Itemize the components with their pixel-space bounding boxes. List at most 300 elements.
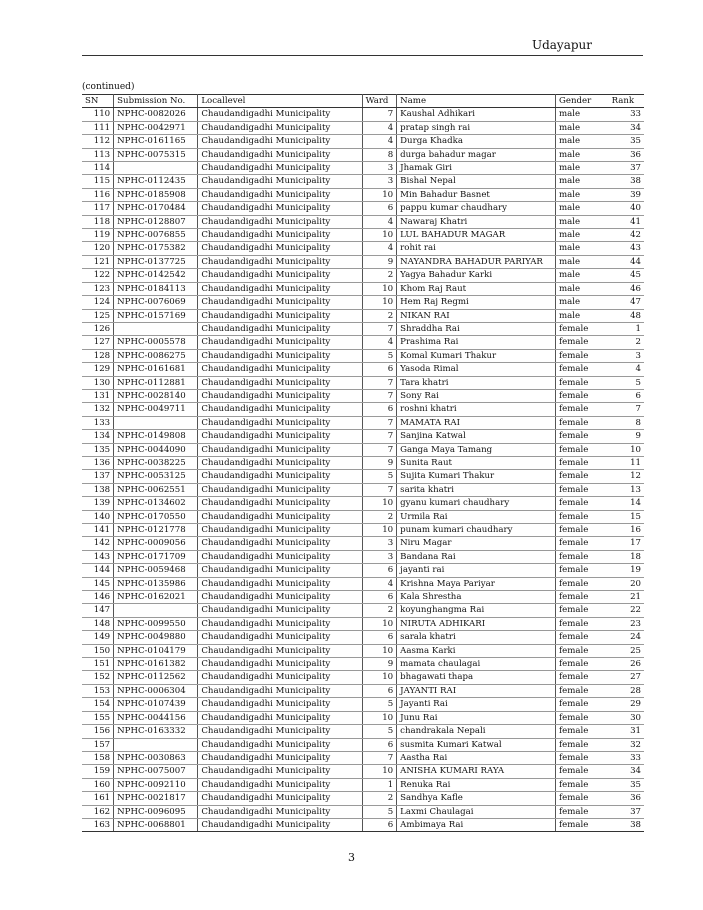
cell-locallevel: Chaudandigadhi Municipality [198,617,362,630]
cell-gender: female [556,336,609,349]
cell-sn: 140 [82,510,114,523]
cell-rank: 23 [609,617,644,630]
cell-rank: 42 [609,229,644,242]
cell-submission-no: NPHC-0161681 [114,363,198,376]
table-row [82,510,644,523]
cell-name: NIRUTA ADHIKARI [397,617,556,630]
cell-submission-no: NPHC-0086275 [114,349,198,362]
cell-submission-no: NPHC-0049711 [114,403,198,416]
cell-gender: female [556,738,609,751]
cell-gender: male [556,269,609,282]
cell-gender: female [556,631,609,644]
cell-ward: 6 [362,738,397,751]
cell-locallevel: Chaudandigadhi Municipality [198,188,362,201]
table-row [82,456,644,469]
table-row [82,792,644,805]
cell-sn: 111 [82,121,114,134]
cell-ward: 2 [362,792,397,805]
cell-name: Sujita Kumari Thakur [397,470,556,483]
cell-locallevel: Chaudandigadhi Municipality [198,443,362,456]
cell-gender: male [556,282,609,295]
cell-ward: 7 [362,443,397,456]
cell-name: Junu Rai [397,711,556,724]
cell-locallevel: Chaudandigadhi Municipality [198,282,362,295]
cell-locallevel: Chaudandigadhi Municipality [198,309,362,322]
cell-rank: 4 [609,363,644,376]
cell-locallevel: Chaudandigadhi Municipality [198,698,362,711]
table-row [82,738,644,751]
cell-locallevel: Chaudandigadhi Municipality [198,363,362,376]
cell-name: susmita Kumari Katwal [397,738,556,751]
cell-locallevel: Chaudandigadhi Municipality [198,631,362,644]
cell-submission-no: NPHC-0044156 [114,711,198,724]
cell-locallevel: Chaudandigadhi Municipality [198,296,362,309]
cell-submission-no [114,322,198,335]
cell-rank: 22 [609,604,644,617]
cell-gender: female [556,751,609,764]
cell-name: sarala khatri [397,631,556,644]
cell-rank: 21 [609,591,644,604]
cell-sn: 154 [82,698,114,711]
cell-locallevel: Chaudandigadhi Municipality [198,577,362,590]
cell-name: Sanjina Katwal [397,430,556,443]
cell-name: Bishal Nepal [397,175,556,188]
cell-ward: 7 [362,483,397,496]
cell-gender: male [556,255,609,268]
table-row [82,550,644,563]
table-row [82,698,644,711]
cell-rank: 1 [609,322,644,335]
table-row [82,658,644,671]
cell-name: Sandhya Kafle [397,792,556,805]
cell-name: jayanti rai [397,564,556,577]
table-row [82,255,644,268]
cell-gender: male [556,175,609,188]
cell-rank: 12 [609,470,644,483]
cell-ward: 3 [362,162,397,175]
table-row [82,483,644,496]
cell-sn: 127 [82,336,114,349]
cell-submission-no: NPHC-0082026 [114,108,198,121]
cell-sn: 113 [82,148,114,161]
cell-gender: female [556,564,609,577]
cell-sn: 158 [82,751,114,764]
cell-gender: male [556,215,609,228]
cell-ward: 7 [362,389,397,402]
table-row [82,148,644,161]
cell-ward: 3 [362,175,397,188]
cell-ward: 4 [362,135,397,148]
cell-name: Renuka Rai [397,778,556,791]
cell-name: ANISHA KUMARI RAYA [397,765,556,778]
cell-name: Bandana Rai [397,550,556,563]
cell-name: Niru Magar [397,537,556,550]
cell-locallevel: Chaudandigadhi Municipality [198,738,362,751]
cell-submission-no: NPHC-0076855 [114,229,198,242]
cell-name: pratap singh rai [397,121,556,134]
cell-ward: 10 [362,617,397,630]
cell-ward: 10 [362,229,397,242]
cell-locallevel: Chaudandigadhi Municipality [198,684,362,697]
cell-gender: female [556,322,609,335]
cell-name: Shraddha Rai [397,322,556,335]
table-row [82,711,644,724]
continued-label: (continued) [82,82,135,92]
cell-submission-no: NPHC-0142542 [114,269,198,282]
roster-table [82,94,644,832]
cell-rank: 13 [609,483,644,496]
cell-ward: 7 [362,322,397,335]
cell-sn: 160 [82,778,114,791]
cell-sn: 136 [82,456,114,469]
cell-submission-no: NPHC-0112881 [114,376,198,389]
header-rule [82,55,643,56]
cell-name: Min Bahadur Basnet [397,188,556,201]
table-row [82,604,644,617]
cell-name: Tara khatri [397,376,556,389]
cell-gender: female [556,430,609,443]
cell-sn: 125 [82,309,114,322]
page-number: 3 [348,851,355,864]
cell-rank: 48 [609,309,644,322]
cell-ward: 4 [362,215,397,228]
table-row [82,108,644,121]
cell-rank: 25 [609,644,644,657]
cell-sn: 121 [82,255,114,268]
table-row [82,818,644,831]
cell-locallevel: Chaudandigadhi Municipality [198,644,362,657]
cell-sn: 153 [82,684,114,697]
cell-rank: 19 [609,564,644,577]
table-row [82,778,644,791]
table-row [82,524,644,537]
cell-ward: 3 [362,537,397,550]
cell-submission-no: NPHC-0175382 [114,242,198,255]
cell-gender: female [556,658,609,671]
cell-sn: 147 [82,604,114,617]
cell-locallevel: Chaudandigadhi Municipality [198,175,362,188]
cell-rank: 47 [609,296,644,309]
cell-submission-no: NPHC-0149808 [114,430,198,443]
cell-locallevel: Chaudandigadhi Municipality [198,135,362,148]
cell-gender: male [556,229,609,242]
cell-ward: 5 [362,725,397,738]
cell-ward: 10 [362,282,397,295]
table-row [82,269,644,282]
cell-name: Jhamak Giri [397,162,556,175]
cell-locallevel: Chaudandigadhi Municipality [198,765,362,778]
cell-name: chandrakala Nepali [397,725,556,738]
cell-locallevel: Chaudandigadhi Municipality [198,202,362,215]
cell-submission-no: NPHC-0059468 [114,564,198,577]
cell-gender: male [556,242,609,255]
cell-submission-no: NPHC-0006304 [114,684,198,697]
table-row [82,725,644,738]
cell-gender: male [556,188,609,201]
cell-name: Khom Raj Raut [397,282,556,295]
cell-name: bhagawati thapa [397,671,556,684]
cell-sn: 123 [82,282,114,295]
cell-rank: 18 [609,550,644,563]
cell-submission-no: NPHC-0009056 [114,537,198,550]
cell-locallevel: Chaudandigadhi Municipality [198,510,362,523]
cell-submission-no: NPHC-0170484 [114,202,198,215]
cell-gender: female [556,456,609,469]
cell-name: roshni khatri [397,403,556,416]
table-row [82,215,644,228]
cell-submission-no: NPHC-0184113 [114,282,198,295]
cell-rank: 27 [609,671,644,684]
cell-sn: 139 [82,497,114,510]
cell-gender: female [556,698,609,711]
cell-rank: 20 [609,577,644,590]
table-row [82,537,644,550]
cell-name: Kala Shrestha [397,591,556,604]
table-row [82,631,644,644]
cell-submission-no: NPHC-0185908 [114,188,198,201]
cell-sn: 116 [82,188,114,201]
cell-gender: female [556,376,609,389]
cell-rank: 35 [609,135,644,148]
table-row [82,202,644,215]
cell-name: durga bahadur magar [397,148,556,161]
cell-gender: female [556,389,609,402]
cell-sn: 120 [82,242,114,255]
cell-rank: 34 [609,765,644,778]
table-row [82,443,644,456]
cell-sn: 134 [82,430,114,443]
cell-locallevel: Chaudandigadhi Municipality [198,550,362,563]
cell-gender: male [556,202,609,215]
cell-name: Yagya Bahadur Karki [397,269,556,282]
cell-submission-no: NPHC-0107439 [114,698,198,711]
cell-sn: 115 [82,175,114,188]
cell-name: mamata chaulagai [397,658,556,671]
cell-submission-no: NPHC-0112435 [114,175,198,188]
cell-ward: 10 [362,524,397,537]
cell-locallevel: Chaudandigadhi Municipality [198,108,362,121]
cell-sn: 128 [82,349,114,362]
cell-rank: 32 [609,738,644,751]
column-header-ward: Ward [362,95,397,108]
cell-ward: 7 [362,376,397,389]
table-row [82,121,644,134]
cell-rank: 37 [609,805,644,818]
cell-sn: 122 [82,269,114,282]
cell-locallevel: Chaudandigadhi Municipality [198,430,362,443]
cell-ward: 10 [362,497,397,510]
cell-name: Hem Raj Regmi [397,296,556,309]
cell-ward: 7 [362,108,397,121]
cell-ward: 1 [362,778,397,791]
cell-rank: 35 [609,778,644,791]
column-header-rank: Rank [609,95,644,108]
cell-ward: 10 [362,296,397,309]
cell-ward: 7 [362,416,397,429]
cell-locallevel: Chaudandigadhi Municipality [198,162,362,175]
cell-sn: 126 [82,322,114,335]
cell-sn: 114 [82,162,114,175]
cell-rank: 31 [609,725,644,738]
cell-ward: 6 [362,564,397,577]
table-body [82,108,644,832]
cell-rank: 24 [609,631,644,644]
column-header-locallevel: Locallevel [198,95,362,108]
cell-ward: 4 [362,242,397,255]
table-row [82,309,644,322]
cell-sn: 152 [82,671,114,684]
table-row [82,229,644,242]
cell-submission-no: NPHC-0042971 [114,121,198,134]
cell-gender: female [556,416,609,429]
cell-submission-no: NPHC-0075007 [114,765,198,778]
cell-rank: 29 [609,698,644,711]
cell-locallevel: Chaudandigadhi Municipality [198,711,362,724]
cell-locallevel: Chaudandigadhi Municipality [198,389,362,402]
cell-ward: 10 [362,765,397,778]
cell-sn: 119 [82,229,114,242]
cell-locallevel: Chaudandigadhi Municipality [198,537,362,550]
cell-name: NIKAN RAI [397,309,556,322]
cell-ward: 5 [362,349,397,362]
cell-ward: 6 [362,684,397,697]
cell-locallevel: Chaudandigadhi Municipality [198,403,362,416]
column-header-submission-no: Submission No. [114,95,198,108]
cell-ward: 6 [362,202,397,215]
cell-gender: female [556,671,609,684]
cell-name: Aastha Rai [397,751,556,764]
cell-sn: 159 [82,765,114,778]
cell-rank: 2 [609,336,644,349]
cell-gender: female [556,684,609,697]
cell-gender: female [556,497,609,510]
cell-submission-no: NPHC-0104179 [114,644,198,657]
cell-submission-no: NPHC-0161382 [114,658,198,671]
column-header-sn: SN [82,95,114,108]
cell-sn: 155 [82,711,114,724]
cell-name: Yasoda Rimal [397,363,556,376]
cell-gender: female [556,537,609,550]
cell-ward: 5 [362,805,397,818]
table-row [82,403,644,416]
table-row [82,470,644,483]
cell-name: NAYANDRA BAHADUR PARIYAR [397,255,556,268]
cell-ward: 4 [362,577,397,590]
table-row [82,282,644,295]
cell-name: Krishna Maya Pariyar [397,577,556,590]
cell-ward: 7 [362,430,397,443]
cell-rank: 11 [609,456,644,469]
cell-ward: 5 [362,698,397,711]
cell-gender: male [556,135,609,148]
cell-locallevel: Chaudandigadhi Municipality [198,725,362,738]
cell-submission-no: NPHC-0096095 [114,805,198,818]
table-row [82,617,644,630]
cell-locallevel: Chaudandigadhi Municipality [198,376,362,389]
table-row [82,577,644,590]
cell-gender: male [556,108,609,121]
cell-gender: female [556,711,609,724]
cell-locallevel: Chaudandigadhi Municipality [198,564,362,577]
cell-name: Ambimaya Rai [397,818,556,831]
cell-rank: 44 [609,255,644,268]
cell-locallevel: Chaudandigadhi Municipality [198,215,362,228]
cell-rank: 40 [609,202,644,215]
cell-name: Ganga Maya Tamang [397,443,556,456]
cell-rank: 28 [609,684,644,697]
cell-gender: male [556,309,609,322]
cell-name: Laxmi Chaulagai [397,805,556,818]
cell-locallevel: Chaudandigadhi Municipality [198,604,362,617]
cell-name: gyanu kumari chaudhary [397,497,556,510]
cell-name: koyunghangma Rai [397,604,556,617]
cell-sn: 150 [82,644,114,657]
cell-name: Komal Kumari Thakur [397,349,556,362]
table-row [82,363,644,376]
cell-locallevel: Chaudandigadhi Municipality [198,121,362,134]
cell-ward: 2 [362,269,397,282]
cell-submission-no: NPHC-0075315 [114,148,198,161]
table-row [82,644,644,657]
cell-gender: female [556,510,609,523]
table-row [82,336,644,349]
table-row [82,188,644,201]
cell-sn: 162 [82,805,114,818]
cell-ward: 6 [362,631,397,644]
cell-locallevel: Chaudandigadhi Municipality [198,591,362,604]
cell-locallevel: Chaudandigadhi Municipality [198,524,362,537]
cell-ward: 6 [362,403,397,416]
cell-gender: female [556,443,609,456]
cell-rank: 43 [609,242,644,255]
table-row [82,591,644,604]
cell-locallevel: Chaudandigadhi Municipality [198,818,362,831]
table-row [82,376,644,389]
cell-sn: 163 [82,818,114,831]
cell-submission-no: NPHC-0171709 [114,550,198,563]
cell-gender: male [556,162,609,175]
cell-name: LUL BAHADUR MAGAR [397,229,556,242]
cell-locallevel: Chaudandigadhi Municipality [198,805,362,818]
cell-submission-no: NPHC-0128807 [114,215,198,228]
cell-gender: female [556,349,609,362]
cell-submission-no [114,162,198,175]
cell-ward: 9 [362,255,397,268]
cell-gender: female [556,550,609,563]
cell-rank: 17 [609,537,644,550]
cell-sn: 133 [82,416,114,429]
cell-locallevel: Chaudandigadhi Municipality [198,497,362,510]
cell-rank: 8 [609,416,644,429]
cell-locallevel: Chaudandigadhi Municipality [198,255,362,268]
cell-ward: 8 [362,148,397,161]
cell-locallevel: Chaudandigadhi Municipality [198,322,362,335]
table-row [82,175,644,188]
cell-submission-no: NPHC-0038225 [114,456,198,469]
cell-gender: female [556,617,609,630]
cell-gender: female [556,725,609,738]
cell-rank: 30 [609,711,644,724]
cell-locallevel: Chaudandigadhi Municipality [198,778,362,791]
cell-gender: female [556,591,609,604]
cell-submission-no: NPHC-0028140 [114,389,198,402]
cell-submission-no: NPHC-0092110 [114,778,198,791]
cell-sn: 151 [82,658,114,671]
cell-sn: 124 [82,296,114,309]
column-header-name: Name [397,95,556,108]
cell-locallevel: Chaudandigadhi Municipality [198,751,362,764]
table-row [82,497,644,510]
